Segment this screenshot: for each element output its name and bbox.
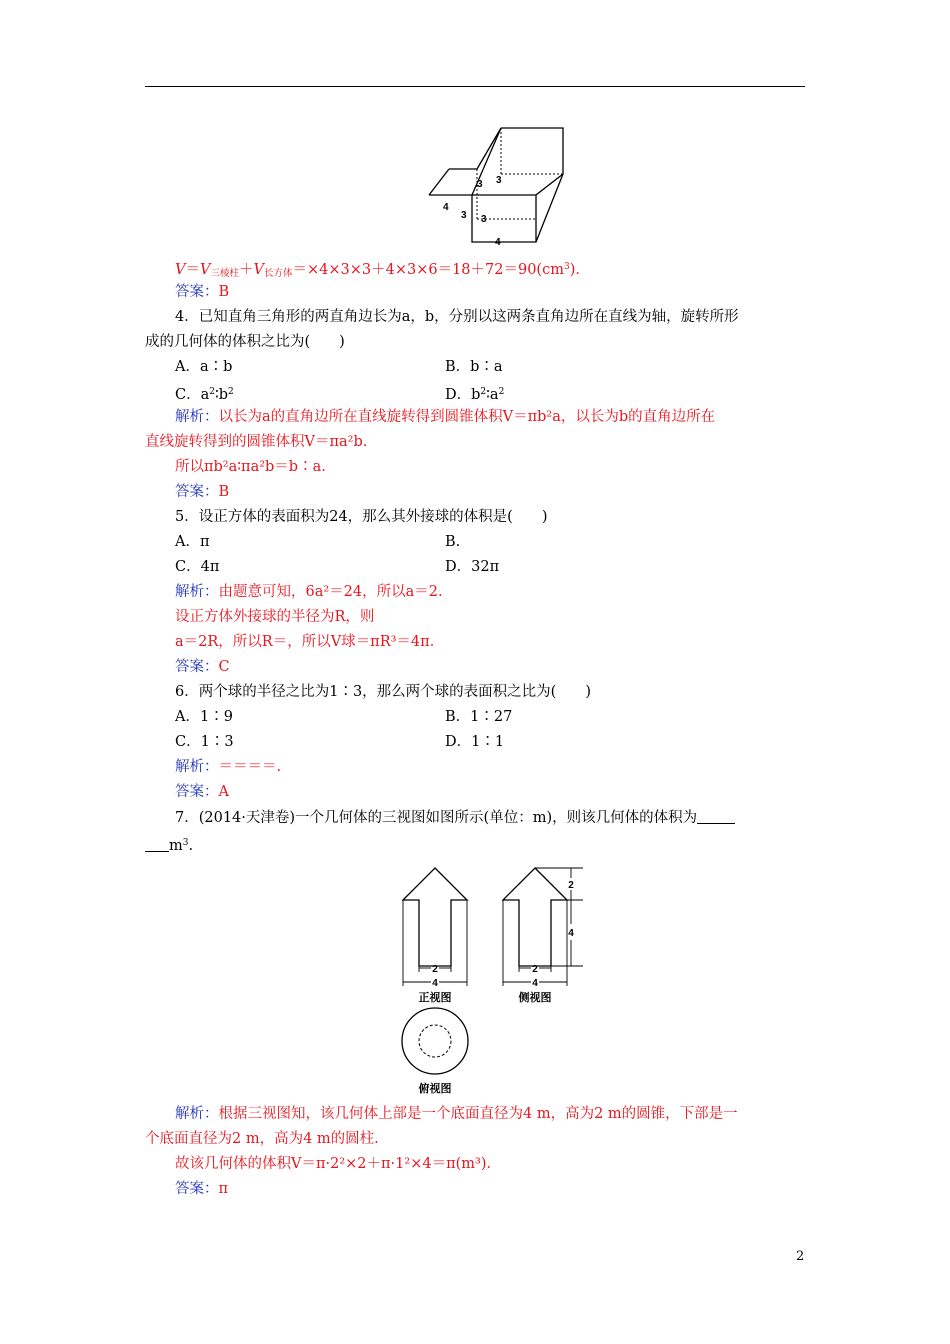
q7-analysis-1: 解析：根据三视图知，该几何体上部是一个底面直径为4 m，高为2 m的圆锥，下部是一: [175, 1106, 738, 1122]
q6-option-d: D．1∶1: [445, 734, 505, 750]
side-view-label: 侧视图: [518, 991, 552, 1004]
q4-stem-line2: 成的几何体的体积之比为( ): [145, 334, 345, 350]
height-dim-2: 2: [568, 880, 574, 891]
q5-analysis-2: 设正方体外接球的半径为R，则: [175, 609, 375, 625]
front-view-shape: [403, 868, 467, 966]
q4-analysis-3: 所以πb²a∶πa²b＝b∶a.: [175, 459, 326, 475]
volume-formula: $V=V_{三棱柱}+V_{长方体}=\times 4\times 3\times 3+4\times 3\times 6=18+72=90(cm^3)$．: [175, 262, 590, 279]
q6-option-c: C．1∶3: [175, 734, 234, 750]
fig-label-3b: 3: [496, 175, 502, 186]
front-view-label: 正视图: [418, 991, 452, 1004]
side-view-shape: [503, 868, 567, 966]
fig-label-4b: 4: [495, 237, 501, 248]
q5-option-b: B.: [445, 534, 461, 550]
q7-stem-line2: $m^3$.: [145, 833, 193, 856]
three-views-figure: [395, 862, 595, 1098]
q5-answer: 答案：C: [175, 659, 230, 675]
fig-label-3d: 3: [481, 214, 487, 225]
q6-option-a: A．1∶9: [175, 709, 233, 725]
side-dim-2: 2: [532, 964, 538, 975]
q5-stem: 5．设正方体的表面积为24，那么其外接球的体积是( ): [175, 509, 548, 525]
q7-stem-line1: 7．(2014·天津卷)一个几何体的三视图如图所示(单位：m)，则该几何体的体积为: [175, 808, 735, 828]
q5-analysis-3: a＝2R，所以R＝，所以V球＝πR³＝4π．: [175, 634, 445, 650]
top-view-label: 俯视图: [418, 1082, 452, 1095]
q4-analysis-2: 直线旋转得到的圆锥体积V＝πa²b.: [145, 434, 368, 450]
q6-analysis: 解析：＝＝＝＝.: [175, 759, 282, 775]
q7-analysis-3: 故该几何体的体积V＝π·2²×2＋π·1²×4＝π(m³)．: [175, 1156, 501, 1172]
q5-option-c: C．4π: [175, 559, 220, 575]
q7-analysis-2: 个底面直径为2 m，高为4 m的圆柱.: [145, 1131, 379, 1147]
q4-option-c: C．$a^2∶b^2$: [175, 387, 234, 403]
q4-option-d: D．$b^2∶a^2$: [445, 387, 505, 403]
q6-option-b: B．1∶27: [445, 709, 513, 725]
q4-option-a: A．a∶b: [175, 359, 233, 375]
front-dim-4: 4: [432, 978, 438, 989]
q4-stem-line1: 4．已知直角三角形的两直角边长为a，b，分别以这两条直角边所在直线为轴，旋转所形: [175, 309, 739, 325]
q4-option-b: B．b∶a: [445, 359, 503, 375]
prism-box-figure: [425, 124, 565, 249]
side-dim-4: 4: [532, 978, 538, 989]
fig-label-3c: 3: [461, 210, 467, 221]
q5-option-a: A．π: [175, 534, 210, 550]
q6-answer: 答案：A: [175, 784, 229, 800]
q5-analysis-1: 解析：由题意可知，6a²＝24，所以a＝2.: [175, 584, 443, 600]
q6-stem: 6．两个球的半径之比为1∶3，那么两个球的表面积之比为( ): [175, 684, 591, 700]
front-dim-2: 2: [432, 964, 438, 975]
q5-option-d: D．32π: [445, 559, 500, 575]
q7-answer: 答案：π: [175, 1181, 229, 1197]
height-dim-4: 4: [568, 928, 574, 939]
q4-answer: 答案：B: [175, 484, 230, 500]
q4-analysis-1: 解析：以长为a的直角边所在直线旋转得到圆锥体积V＝πb²a，以长为b的直角边所在: [175, 409, 716, 425]
top-view-outer-circle: [402, 1008, 468, 1074]
fig-label-3a: 3: [477, 179, 483, 190]
q3-answer: 答案：B: [175, 284, 230, 300]
fig-label-4a: 4: [443, 202, 449, 213]
header-rule: [145, 86, 805, 87]
page-number: 2: [796, 1249, 805, 1264]
